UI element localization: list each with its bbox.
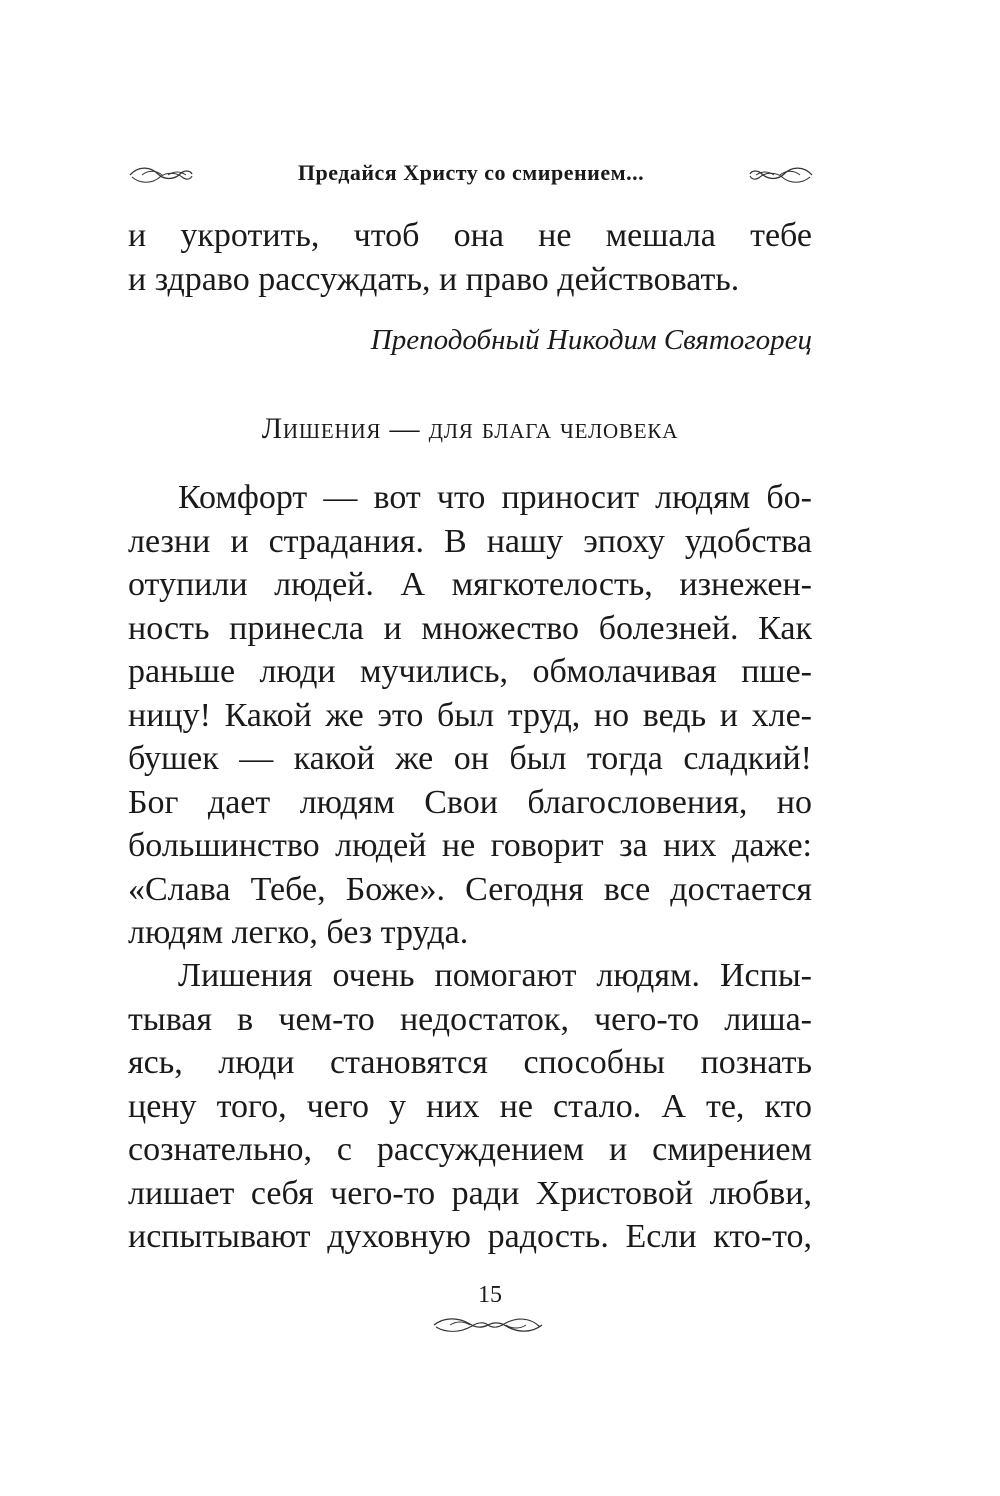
text-line: Комфорт — вот что приносит людям бо- xyxy=(178,479,812,516)
text-line: Бог дает людям Свои благословения, но xyxy=(128,783,812,821)
running-head-title: Предайся Христу со смирением... xyxy=(297,160,645,185)
text-line: ницу! Какой же это был труд, но ведь и хле- xyxy=(128,696,812,734)
running-head xyxy=(128,158,814,192)
top-paragraph xyxy=(128,214,812,301)
page-number: 15 xyxy=(478,1282,502,1308)
paragraph-1 xyxy=(128,476,812,955)
flourish-right-icon xyxy=(748,162,814,188)
text-line: лишает себя чего-то ради Христовой любви, xyxy=(128,1174,812,1212)
attribution: Преподобный Никодим Святогорец xyxy=(370,324,812,356)
flourish-footer-icon xyxy=(430,1314,546,1336)
text-line: и укротить, чтоб она не мешала тебе xyxy=(128,217,812,254)
text-line: Лишения очень помогают людям. Испы- xyxy=(178,957,812,994)
text-line: тывая в чем-то недостаток, чего-то лиша- xyxy=(128,1000,812,1038)
text-line: бушек — какой же он был тогда сладкий! xyxy=(128,740,812,777)
text-line: людям легко, без труда. xyxy=(128,914,469,951)
text-line: и здраво рассуждать, и право действовать. xyxy=(128,260,740,298)
text-line: ность принесла и множество болезней. Как xyxy=(128,609,812,647)
text-line: большинство людей не говорит за них даже: xyxy=(128,827,812,864)
text-line: «Слава Тебе, Боже». Сегодня все достается xyxy=(128,870,812,908)
text-line: сознательно, с рассуждением и смирением xyxy=(128,1131,812,1168)
text-line: лезни и страдания. В нашу эпоху удобства xyxy=(128,522,812,560)
text-line: испытывают духовную радость. Если кто-то, xyxy=(128,1218,812,1255)
text-line: отупили людей. А мягкотелость, изнежен- xyxy=(128,566,812,603)
text-line: раньше люди мучились, обмолачивая пше- xyxy=(128,653,812,690)
paragraph-2 xyxy=(128,954,812,1259)
text-line: цену того, чего у них не стало. А те, кто xyxy=(128,1087,812,1125)
section-heading: Лишения — для блага человека xyxy=(261,412,679,445)
text-line: ясь, люди становятся способны познать xyxy=(128,1044,812,1081)
